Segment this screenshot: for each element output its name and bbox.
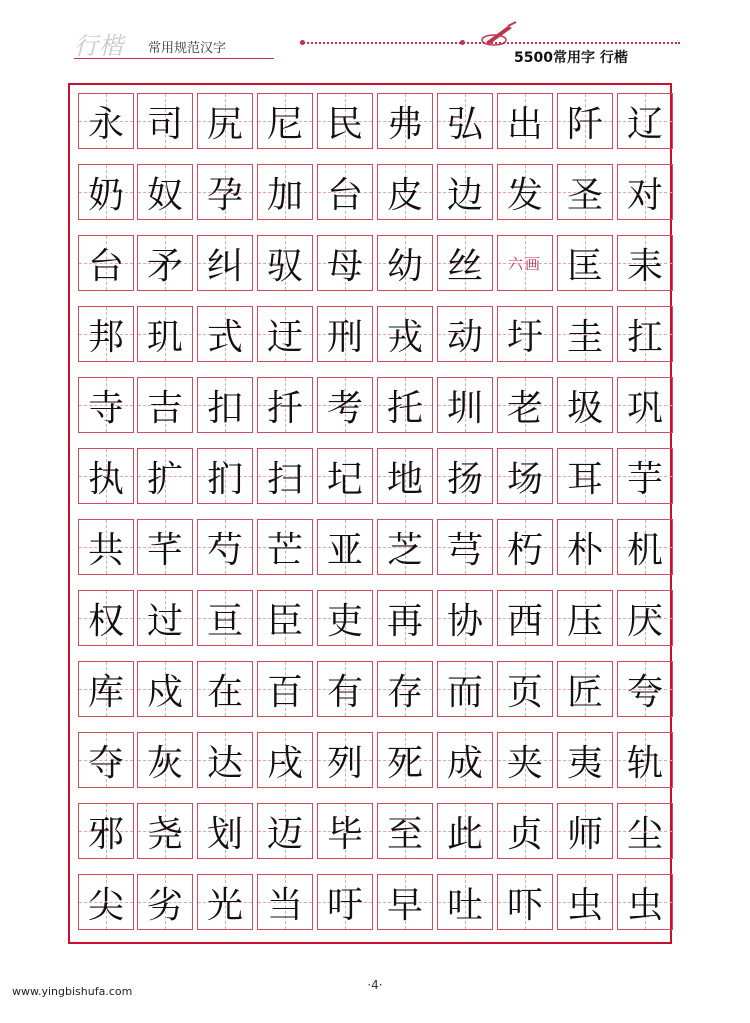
character-cell <box>317 732 373 788</box>
character-cell <box>197 874 253 930</box>
character-cell <box>78 306 134 362</box>
character-cell <box>257 803 313 859</box>
character: 划 <box>206 813 243 855</box>
character: 有 <box>326 671 363 713</box>
character: 过 <box>146 600 183 642</box>
character: 戌 <box>266 742 303 784</box>
character-cell <box>317 235 373 291</box>
character: 耒 <box>626 245 663 287</box>
character-cell <box>197 235 253 291</box>
character-cell <box>197 519 253 575</box>
character: 司 <box>146 103 183 145</box>
character: 扦 <box>266 387 303 429</box>
page-number: ·4· <box>367 978 383 992</box>
character-cell <box>257 732 313 788</box>
character: 圾 <box>566 387 603 429</box>
character: 再 <box>386 600 423 642</box>
character: 匡 <box>566 245 603 287</box>
character: 成 <box>446 742 483 784</box>
character: 尘 <box>626 813 663 855</box>
character-cell <box>557 164 613 220</box>
character: 扪 <box>206 458 243 500</box>
character-cell <box>617 164 673 220</box>
character-cell <box>137 661 193 717</box>
character: 列 <box>326 742 363 784</box>
character-cell <box>497 590 553 646</box>
character-cell <box>137 874 193 930</box>
book-title: 5500常用字 行楷 <box>514 50 628 66</box>
character-cell <box>197 732 253 788</box>
section-marker <box>497 235 553 291</box>
character-cell <box>257 235 313 291</box>
character-cell <box>137 235 193 291</box>
character: 匠 <box>566 671 603 713</box>
character: 出 <box>506 103 543 145</box>
character-cell <box>617 874 673 930</box>
character: 灰 <box>146 742 183 784</box>
character-cell <box>257 874 313 930</box>
character-cell <box>377 590 433 646</box>
character-cell <box>317 377 373 433</box>
character: 虫 <box>566 884 603 926</box>
character: 式 <box>206 316 243 358</box>
character: 邪 <box>87 813 124 855</box>
character-cell <box>257 93 313 149</box>
character-cell <box>437 235 493 291</box>
character: 皮 <box>386 174 423 216</box>
character-cell <box>317 519 373 575</box>
character-cell <box>197 93 253 149</box>
character-cell <box>257 661 313 717</box>
pen-nib-icon <box>478 20 518 48</box>
character-cell <box>557 874 613 930</box>
character: 驭 <box>266 245 303 287</box>
character-cell <box>137 732 193 788</box>
character-cell <box>557 448 613 504</box>
character: 奶 <box>87 174 124 216</box>
character-cell <box>377 803 433 859</box>
character: 在 <box>206 671 243 713</box>
character-cell <box>557 590 613 646</box>
character-cell <box>437 661 493 717</box>
character: 百 <box>266 671 303 713</box>
character: 库 <box>87 671 124 713</box>
character: 此 <box>446 813 483 855</box>
character-cell <box>257 590 313 646</box>
character-cell <box>497 448 553 504</box>
character: 圭 <box>566 316 603 358</box>
character: 权 <box>87 600 124 642</box>
character: 耳 <box>566 458 603 500</box>
character: 迈 <box>266 813 303 855</box>
character: 至 <box>386 813 423 855</box>
character: 加 <box>266 174 303 216</box>
character-cell <box>137 803 193 859</box>
character: 执 <box>87 458 124 500</box>
character: 扩 <box>146 458 183 500</box>
character-cell <box>377 235 433 291</box>
character-cell <box>437 377 493 433</box>
character: 孕 <box>206 174 243 216</box>
character: 夹 <box>506 742 543 784</box>
character: 圩 <box>506 316 543 358</box>
character-cell <box>137 164 193 220</box>
character: 当 <box>266 884 303 926</box>
character-cell <box>377 377 433 433</box>
character: 扬 <box>446 458 483 500</box>
character: 厌 <box>626 600 663 642</box>
character: 夷 <box>566 742 603 784</box>
character: 西 <box>506 600 543 642</box>
character: 芍 <box>206 529 243 571</box>
character-cell <box>617 306 673 362</box>
character: 台 <box>326 174 363 216</box>
character: 亚 <box>326 529 363 571</box>
character-cell <box>137 306 193 362</box>
character: 阡 <box>566 103 603 145</box>
character-cell <box>437 732 493 788</box>
character-cell <box>137 590 193 646</box>
character: 迂 <box>266 316 303 358</box>
character: 戎 <box>386 316 423 358</box>
character: 奴 <box>146 174 183 216</box>
character-cell <box>557 377 613 433</box>
character-cell <box>617 661 673 717</box>
character-cell <box>137 377 193 433</box>
character: 圳 <box>446 387 483 429</box>
character-cell <box>78 164 134 220</box>
character: 台 <box>87 245 124 287</box>
character-cell <box>437 448 493 504</box>
character-cell <box>377 732 433 788</box>
character-cell <box>317 164 373 220</box>
header-dot <box>300 40 305 45</box>
character: 对 <box>626 174 663 216</box>
character-cell <box>557 519 613 575</box>
character-cell <box>78 519 134 575</box>
character: 圮 <box>326 458 363 500</box>
character-cell <box>317 306 373 362</box>
character: 虫 <box>626 884 663 926</box>
character-cell <box>617 448 673 504</box>
character: 夺 <box>87 742 124 784</box>
character-cell <box>377 661 433 717</box>
character: 页 <box>506 671 543 713</box>
character: 尖 <box>87 884 124 926</box>
character-cell <box>497 93 553 149</box>
character-cell <box>557 93 613 149</box>
header-rule-left <box>74 58 274 59</box>
character: 考 <box>326 387 363 429</box>
character: 轨 <box>626 742 663 784</box>
character: 圣 <box>566 174 603 216</box>
character-cell <box>197 803 253 859</box>
character: 死 <box>386 742 423 784</box>
character-cell <box>497 519 553 575</box>
character-cell <box>557 803 613 859</box>
character: 场 <box>506 458 543 500</box>
header-dot <box>460 40 465 45</box>
character-cell <box>197 661 253 717</box>
character: 邦 <box>87 316 124 358</box>
character: 芊 <box>146 529 183 571</box>
character: 幼 <box>386 245 423 287</box>
character-cell <box>377 519 433 575</box>
character-cell <box>78 448 134 504</box>
character-cell <box>557 661 613 717</box>
character-cell <box>137 519 193 575</box>
character-cell <box>437 93 493 149</box>
character-cell <box>78 377 134 433</box>
character: 吓 <box>506 884 543 926</box>
character-cell <box>257 377 313 433</box>
character-cell <box>377 306 433 362</box>
character-cell <box>497 164 553 220</box>
character-cell <box>257 164 313 220</box>
character-cell <box>78 590 134 646</box>
character: 亘 <box>206 600 243 642</box>
character: 压 <box>566 600 603 642</box>
character: 吁 <box>326 884 363 926</box>
character-cell <box>137 448 193 504</box>
character: 尧 <box>146 813 183 855</box>
character: 辽 <box>626 103 663 145</box>
character: 刑 <box>326 316 363 358</box>
character: 扫 <box>266 458 303 500</box>
character-cell <box>557 235 613 291</box>
character-cell <box>497 377 553 433</box>
character-cell <box>437 803 493 859</box>
character: 毕 <box>326 813 363 855</box>
character-cell <box>197 448 253 504</box>
character-cell <box>617 377 673 433</box>
character-cell <box>78 874 134 930</box>
character-cell <box>317 874 373 930</box>
character: 芎 <box>446 529 483 571</box>
character: 而 <box>446 671 483 713</box>
character: 矛 <box>146 245 183 287</box>
character: 发 <box>506 174 543 216</box>
character: 芋 <box>626 458 663 500</box>
character-cell <box>137 93 193 149</box>
character-cell <box>497 306 553 362</box>
character: 民 <box>326 103 363 145</box>
character-cell <box>257 519 313 575</box>
character-cell <box>317 93 373 149</box>
character: 弗 <box>386 103 423 145</box>
character-cell <box>78 235 134 291</box>
character-cell <box>437 519 493 575</box>
character-cell <box>377 874 433 930</box>
character: 寺 <box>87 387 124 429</box>
character: 尼 <box>266 103 303 145</box>
character-cell <box>617 590 673 646</box>
character: 永 <box>87 103 124 145</box>
series-title: 常用规范汉字 <box>148 41 227 56</box>
character-cell <box>78 732 134 788</box>
character: 托 <box>386 387 423 429</box>
character-cell <box>317 803 373 859</box>
character: 夸 <box>626 671 663 713</box>
character: 边 <box>446 174 483 216</box>
character: 弘 <box>446 103 483 145</box>
character: 协 <box>446 600 483 642</box>
character: 吉 <box>146 387 183 429</box>
website-url: www.yingbishufa.com <box>12 985 133 998</box>
character-grid <box>68 83 672 944</box>
character: 吏 <box>326 600 363 642</box>
character-cell <box>557 732 613 788</box>
character: 臣 <box>266 600 303 642</box>
character-cell <box>317 448 373 504</box>
character-cell <box>78 93 134 149</box>
character-cell <box>78 661 134 717</box>
character-cell <box>617 732 673 788</box>
character: 吐 <box>446 884 483 926</box>
character: 纠 <box>206 245 243 287</box>
character-cell <box>497 874 553 930</box>
character: 朴 <box>566 529 603 571</box>
character: 地 <box>386 458 423 500</box>
character-cell <box>497 732 553 788</box>
character-cell <box>197 164 253 220</box>
character: 尻 <box>206 103 243 145</box>
character: 朽 <box>506 529 543 571</box>
character: 存 <box>386 671 423 713</box>
character-cell <box>377 93 433 149</box>
character: 老 <box>506 387 543 429</box>
character: 丝 <box>446 245 483 287</box>
character: 机 <box>626 529 663 571</box>
character: 动 <box>446 316 483 358</box>
character: 贞 <box>506 813 543 855</box>
character: 师 <box>566 813 603 855</box>
character-cell <box>197 377 253 433</box>
character: 共 <box>87 529 124 571</box>
character: 巩 <box>626 387 663 429</box>
character-cell <box>78 803 134 859</box>
character-cell <box>617 803 673 859</box>
character: 扛 <box>626 316 663 358</box>
character-cell <box>377 448 433 504</box>
character: 戍 <box>146 671 183 713</box>
character-cell <box>437 306 493 362</box>
character-cell <box>197 306 253 362</box>
character-cell <box>497 661 553 717</box>
character-cell <box>257 448 313 504</box>
character: 母 <box>326 245 363 287</box>
character-cell <box>257 306 313 362</box>
section-marker-label: 六画 <box>507 254 542 273</box>
character: 劣 <box>146 884 183 926</box>
character-cell <box>377 164 433 220</box>
character-cell <box>437 164 493 220</box>
character-cell <box>617 93 673 149</box>
character-cell <box>617 235 673 291</box>
character: 光 <box>206 884 243 926</box>
character-cell <box>557 306 613 362</box>
character-cell <box>437 590 493 646</box>
character-cell <box>437 874 493 930</box>
character-cell <box>617 519 673 575</box>
character-cell <box>497 803 553 859</box>
character-cell <box>317 661 373 717</box>
character: 玑 <box>146 316 183 358</box>
character: 芒 <box>266 529 303 571</box>
character-cell <box>317 590 373 646</box>
logo: 行楷 <box>74 32 124 60</box>
character: 达 <box>206 742 243 784</box>
character: 扣 <box>206 387 243 429</box>
character-cell <box>197 590 253 646</box>
character: 芝 <box>386 529 423 571</box>
character: 早 <box>386 884 423 926</box>
